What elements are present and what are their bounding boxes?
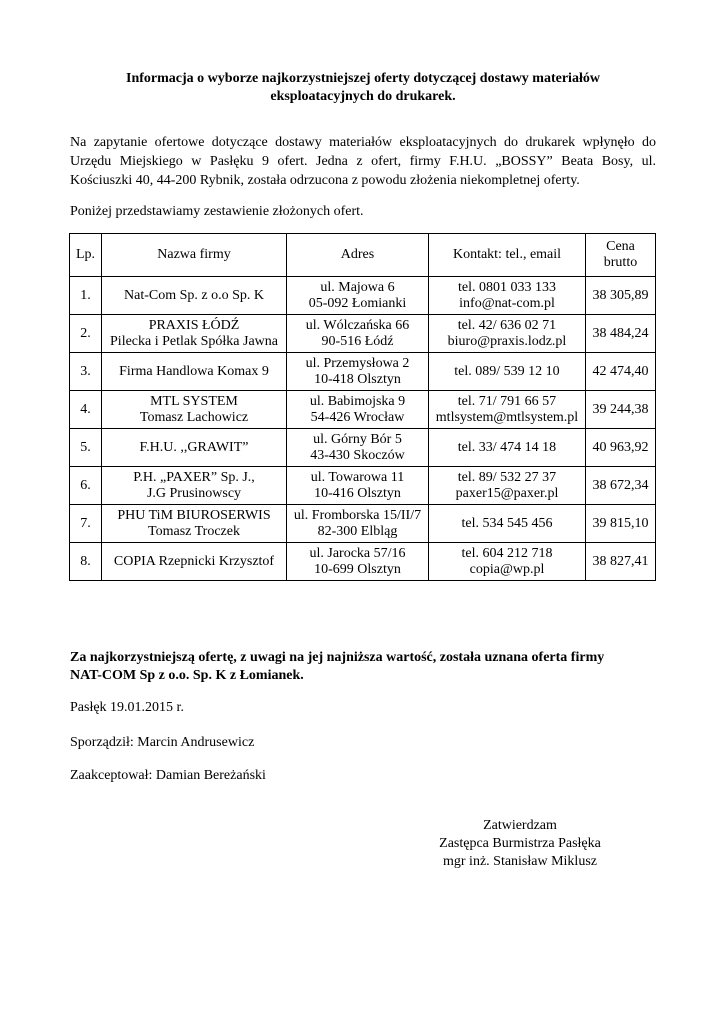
table-row [70,391,656,429]
cell-name-text: Nat-Com Sp. z o.o Sp. K [124,287,264,303]
table-row [70,315,656,353]
cell-lp-text: 1. [80,287,91,303]
cell-name-text: Pilecka i Petlak Spółka Jawna [110,333,278,349]
cell-address [287,505,429,543]
cell-lp-text: 3. [80,363,91,379]
cell-contact [429,429,586,467]
approval-line-1: Zatwierdzam [483,818,557,833]
cell-address-text: ul. Górny Bór 5 [313,431,402,447]
cell-price-text: 42 474,40 [592,363,649,379]
cell-price-text: 38 305,89 [592,287,649,303]
cell-lp [70,429,102,467]
table-row [70,277,656,315]
cell-lp-text: 2. [80,325,91,341]
prepared-by: Sporządził: Marcin Andrusewicz [70,735,255,750]
header-name: Nazwa firmy [102,234,287,277]
cell-price [586,353,656,391]
cell-name-text: COPIA Rzepnicki Krzysztof [113,553,275,569]
cell-contact-text: biuro@praxis.lodz.pl [447,333,567,349]
cell-address-text: ul. Przemysłowa 2 [305,355,410,371]
approval-block [420,817,620,871]
cell-name [102,353,287,391]
header-price-line-2: brutto [603,255,638,270]
approval-line-3: mgr inż. Stanisław Miklusz [443,854,597,869]
document-title [70,70,656,106]
cell-lp [70,543,102,581]
cell-lp-text: 6. [80,477,91,493]
cell-price [586,467,656,505]
cell-price-text: 38 672,34 [592,477,649,493]
cell-price-text: 39 815,10 [592,515,649,531]
intro-line-3: Kościuszki 40, 44-200 Rybnik, została odrzucona z powodu złożenia niekompletnej oferty. [70,173,580,188]
intro-paragraph [70,133,656,190]
cell-name [102,543,287,581]
cell-contact-text: tel. 42/ 636 02 71 [457,317,557,333]
cell-address-text: 10-418 Olsztyn [314,371,401,387]
conclusion-line-2: NAT-COM Sp z o.o. Sp. K z Łomianek. [70,668,304,683]
cell-name-text: J.G Prusinowscy [146,485,242,501]
header-address: Adres [287,234,429,277]
cell-address [287,429,429,467]
table-row [70,505,656,543]
cell-address-text: 82-300 Elbląg [317,523,398,539]
cell-address-text: ul. Babimojska 9 [309,393,406,409]
cell-price-text: 40 963,92 [592,439,649,455]
conclusion-text [70,649,670,685]
cell-lp-text: 7. [80,515,91,531]
cell-contact-text: mtlsystem@mtlsystem.pl [435,409,579,425]
cell-lp-text: 4. [80,401,91,417]
title-line-1: Informacja o wyborze najkorzystniejszej oferty dotyczącej dostawy materiałów [126,71,600,86]
cell-contact-text: tel. 33/ 474 14 18 [457,439,557,455]
header-price-line-1: Cena [606,239,635,254]
cell-contact-text: tel. 089/ 539 12 10 [454,363,560,379]
cell-address [287,543,429,581]
table-row [70,429,656,467]
cell-address [287,277,429,315]
place-date: Pasłęk 19.01.2015 r. [70,700,184,715]
cell-contact [429,543,586,581]
cell-name [102,277,287,315]
cell-name [102,467,287,505]
offers-table [69,233,656,581]
cell-address [287,467,429,505]
cell-contact [429,277,586,315]
cell-price [586,315,656,353]
cell-contact [429,505,586,543]
table-row [70,353,656,391]
cell-address-text: ul. Fromborska 15/II/7 [293,507,422,523]
cell-lp [70,315,102,353]
cell-lp [70,467,102,505]
cell-address-text: ul. Wólczańska 66 [305,317,410,333]
cell-name-text: MTL SYSTEM [150,393,238,409]
intro-line-2: Urzędu Miejskiego w Pasłęku 9 ofert. Jedna z ofert, firmy F.H.U. „BOSSY” Beata Bosy, ul. [70,154,656,169]
cell-address-text: 54-426 Wrocław [310,409,405,425]
cell-name-text: PHU TiM BIUROSERWIS [117,507,271,523]
cell-contact-text: copia@wp.pl [469,561,545,577]
header-price [586,234,656,277]
cell-contact [429,353,586,391]
cell-name-text: F.H.U. ,,GRAWIT” [139,439,249,455]
cell-contact [429,391,586,429]
header-lp: Lp. [70,234,102,277]
cell-address-text: ul. Majowa 6 [320,279,395,295]
approval-line-2: Zastępca Burmistrza Pasłęka [439,836,601,851]
summary-text: Poniżej przedstawiamy zestawienie złożonych ofert. [70,204,364,219]
cell-contact [429,467,586,505]
cell-contact-text: tel. 0801 033 133 [458,279,556,295]
cell-address [287,391,429,429]
cell-address-text: 10-416 Olsztyn [314,485,401,501]
cell-price [586,505,656,543]
cell-price-text: 38 484,24 [592,325,649,341]
cell-price-text: 38 827,41 [592,553,649,569]
intro-line-1: Na zapytanie ofertowe dotyczące dostawy materiałów eksploatacyjnych do drukarek wpłynęło do [70,135,656,150]
cell-price [586,429,656,467]
cell-address-text: 05-092 Łomianki [308,295,407,311]
cell-address-text: ul. Jarocka 57/16 [309,545,406,561]
cell-address [287,315,429,353]
cell-address [287,353,429,391]
cell-name-text: Tomasz Lachowicz [139,409,249,425]
cell-lp [70,505,102,543]
table-row [70,543,656,581]
conclusion-line-1: Za najkorzystniejszą ofertę, z uwagi na jej najniższa wartość, została uznana oferta firmy [70,650,605,665]
cell-price [586,543,656,581]
cell-contact-text: tel. 71/ 791 66 57 [457,393,557,409]
cell-contact-text: paxer15@paxer.pl [455,485,559,501]
cell-address-text: 10-699 Olsztyn [314,561,401,577]
cell-contact-text: tel. 604 212 718 [461,545,553,561]
cell-name [102,429,287,467]
header-contact: Kontakt: tel., email [429,234,586,277]
cell-price [586,277,656,315]
table-header-row [70,234,656,277]
cell-contact-text: info@nat-com.pl [459,295,555,311]
title-line-2: eksploatacyjnych do drukarek. [270,89,456,104]
cell-lp-text: 8. [80,553,91,569]
cell-lp [70,391,102,429]
cell-lp-text: 5. [80,439,91,455]
cell-address-text: ul. Towarowa 11 [310,469,405,485]
cell-name [102,315,287,353]
cell-contact-text: tel. 534 545 456 [461,515,553,531]
table-row [70,467,656,505]
cell-name [102,505,287,543]
cell-name-text: Firma Handlowa Komax 9 [119,363,269,379]
cell-price-text: 39 244,38 [592,401,649,417]
cell-name [102,391,287,429]
cell-lp [70,277,102,315]
cell-name-text: P.H. „PAXER” Sp. J., [133,469,255,485]
cell-name-text: Tomasz Troczek [148,523,240,539]
cell-contact [429,315,586,353]
cell-address-text: 90-516 Łódź [321,333,394,349]
cell-lp [70,353,102,391]
cell-address-text: 43-430 Skoczów [310,447,405,463]
cell-contact-text: tel. 89/ 532 27 37 [457,469,557,485]
accepted-by: Zaakceptował: Damian Bereżański [70,768,266,783]
cell-price [586,391,656,429]
cell-name-text: PRAXIS ŁÓDŹ [148,317,240,333]
